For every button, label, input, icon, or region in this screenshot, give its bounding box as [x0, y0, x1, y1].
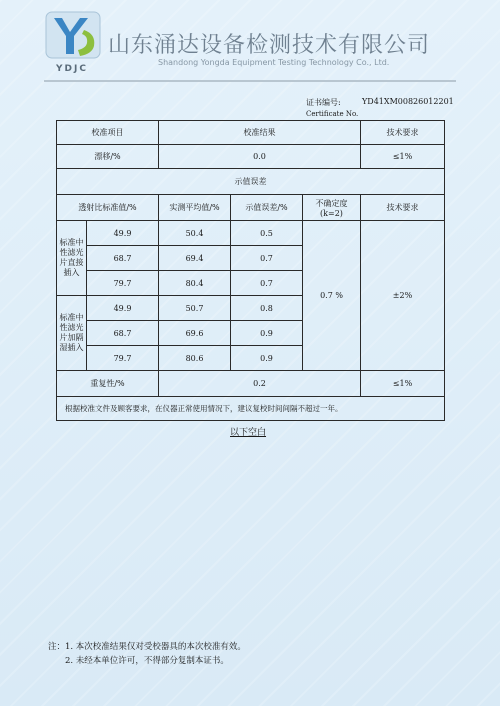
- error-value: 0.9: [231, 321, 303, 346]
- col-uncertainty: [303, 195, 361, 221]
- error-value: 0.8: [231, 296, 303, 321]
- certificate-label: 证书编号:: [306, 98, 341, 107]
- uncertainty-value: 0.7 %: [303, 221, 361, 371]
- mean-value: 80.4: [159, 271, 231, 296]
- std-value: 68.7: [87, 321, 159, 346]
- section-title-row: [57, 169, 445, 195]
- col-requirement: 技术要求: [361, 195, 445, 221]
- mean-value: 50.7: [159, 296, 231, 321]
- header-requirement: 技术要求: [361, 121, 445, 145]
- error-value: 0.7: [231, 246, 303, 271]
- certificate-number: YD41XM00826012201: [362, 97, 454, 106]
- repeat-label: 重复性/%: [57, 371, 159, 397]
- col-error: 示值误差/%: [231, 195, 303, 221]
- header-item: 校准项目: [57, 121, 159, 145]
- section-title: 示值误差: [57, 169, 445, 195]
- header-divider: [44, 80, 456, 82]
- company-logo-icon: [44, 10, 102, 60]
- error-value: 0.9: [231, 346, 303, 371]
- company-name-en: Shandong Yongda Equipment Testing Technology Co., Ltd.: [158, 58, 390, 67]
- certificate-label-en: Certificate No.: [306, 110, 359, 118]
- drift-label: 漂移/%: [57, 145, 159, 169]
- table-header-row: [57, 121, 445, 145]
- recalibration-notice: 根据校准文件及顾客要求，在仪器正常使用情况下，建议复校时间间隔不超过一年。: [57, 397, 445, 421]
- notice-row: [57, 397, 445, 421]
- header-result: 校准结果: [159, 121, 361, 145]
- error-value: 0.5: [231, 221, 303, 246]
- footnotes: [48, 640, 246, 668]
- blank-below-marker: 以下空白: [230, 428, 267, 438]
- mean-value: 69.4: [159, 246, 231, 271]
- mean-value: 50.4: [159, 221, 231, 246]
- std-value: 68.7: [87, 246, 159, 271]
- std-value: 79.7: [87, 271, 159, 296]
- drift-requirement: ≤1%: [361, 145, 445, 169]
- group2-label: 标准中性滤光片加隔湿插入: [57, 296, 87, 371]
- mean-value: 80.6: [159, 346, 231, 371]
- logo-text: YDJC: [56, 64, 88, 74]
- drift-value: 0.0: [159, 145, 361, 169]
- repeat-requirement: ≤1%: [361, 371, 445, 397]
- column-header-row: [57, 195, 445, 221]
- error-value: 0.7: [231, 271, 303, 296]
- col-uncertainty-label: 不确定度: [315, 198, 348, 208]
- table-row-drift: [57, 145, 445, 169]
- company-name-cn: 山东涌达设备检测技术有限公司: [108, 33, 431, 58]
- col-standard: 透射比标准值/%: [57, 195, 159, 221]
- error-requirement: ±2%: [361, 221, 445, 371]
- table-row: [57, 221, 445, 246]
- col-mean: 实测平均值/%: [159, 195, 231, 221]
- table-row-repeatability: [57, 371, 445, 397]
- std-value: 49.9: [87, 221, 159, 246]
- footnote-2: 2. 未经本单位许可，不得部分复制本证书。: [65, 656, 229, 666]
- std-value: 49.9: [87, 296, 159, 321]
- col-uncertainty-k: (k=2): [320, 208, 343, 218]
- std-value: 79.7: [87, 346, 159, 371]
- calibration-table: [56, 120, 445, 421]
- mean-value: 69.6: [159, 321, 231, 346]
- footnote-1: 注：1. 本次校准结果仅对受校器具的本次校准有效。: [48, 642, 246, 652]
- group1-label: 标准中性滤光片直接插入: [57, 221, 87, 296]
- repeat-value: 0.2: [159, 371, 361, 397]
